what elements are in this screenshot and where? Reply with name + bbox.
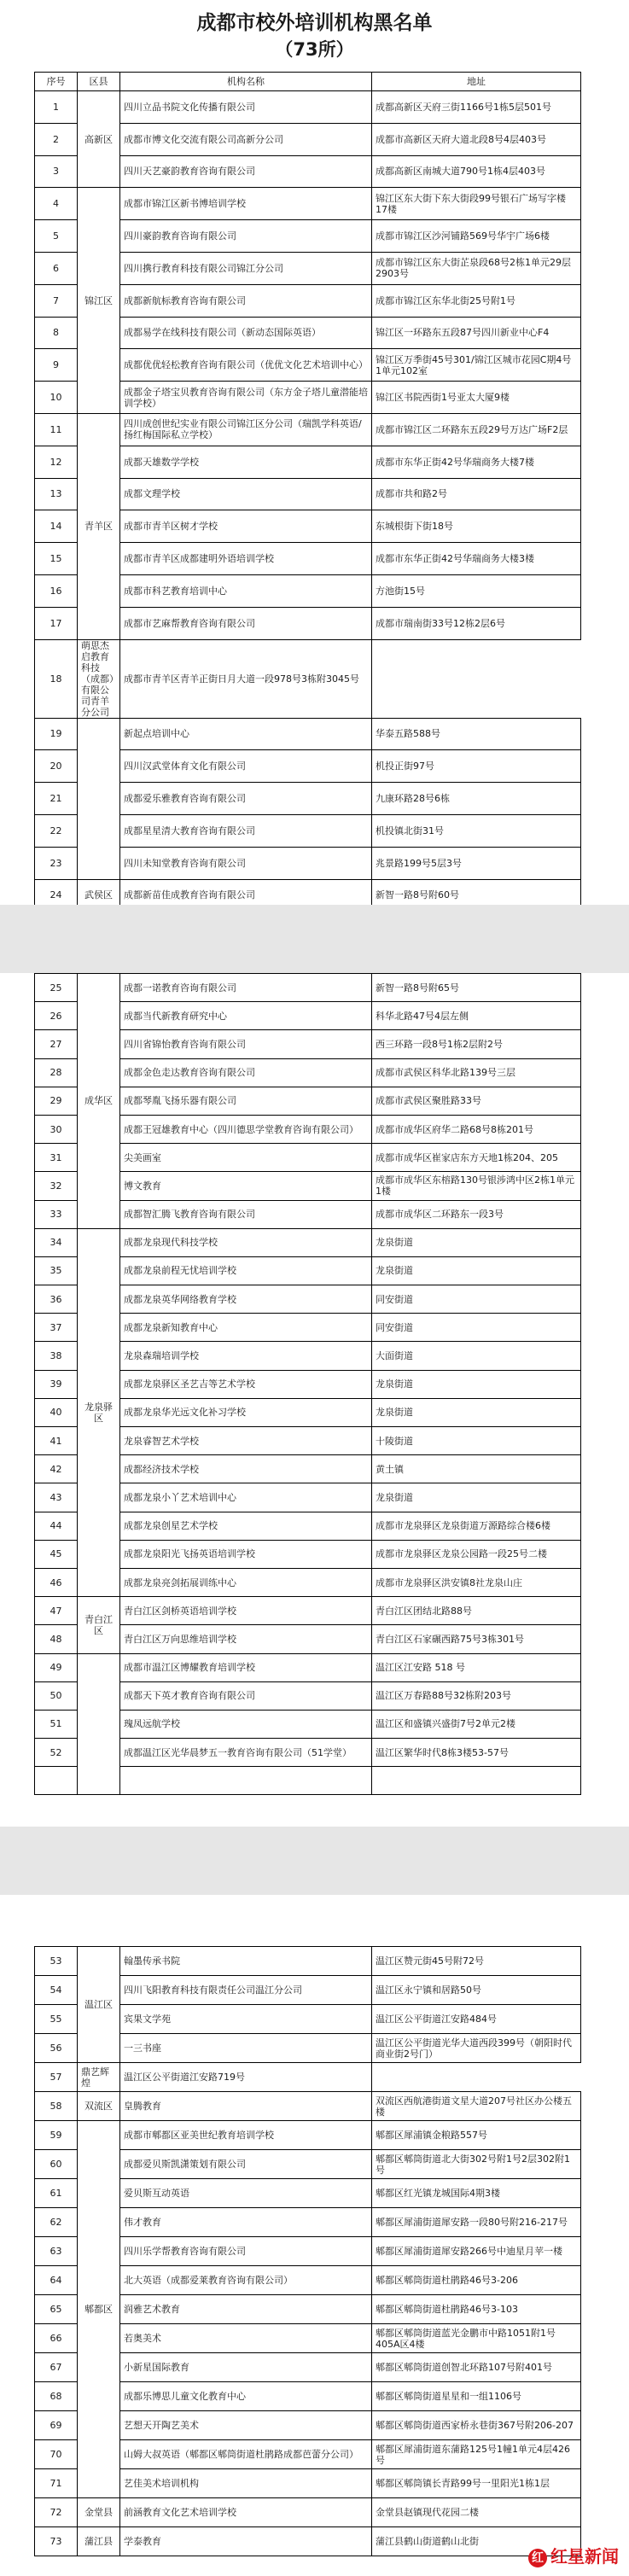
institution-name: 青白江区剑桥英语培训学校 bbox=[120, 1597, 372, 1625]
row-number: 41 bbox=[35, 1427, 78, 1455]
row-number: 13 bbox=[35, 478, 78, 510]
institution-name: 成都龙泉现代科技学校 bbox=[120, 1228, 372, 1256]
institution-address: 龙泉街道 bbox=[372, 1256, 581, 1285]
watermark-logo-icon: 红 bbox=[528, 2549, 547, 2567]
table-row bbox=[35, 91, 581, 124]
row-number: 57 bbox=[35, 2063, 78, 2092]
institution-name: 成都市青羊区树才学校 bbox=[120, 510, 372, 543]
institution-address: 大面街道 bbox=[372, 1342, 581, 1370]
institution-name: 艺想天开陶艺美术 bbox=[120, 2411, 372, 2440]
row-number: 73 bbox=[35, 2527, 78, 2556]
district-cell: 双流区 bbox=[78, 2092, 120, 2121]
row-number: 5 bbox=[35, 220, 78, 253]
institution-address: 机投正街97号 bbox=[372, 750, 581, 783]
institution-name: 龙泉森瑞培训学校 bbox=[120, 1342, 372, 1370]
row-number: 59 bbox=[35, 2121, 78, 2150]
institution-name: 成都市博文化交流有限公司高新分公司 bbox=[120, 123, 372, 155]
institution-name: 学泰教育 bbox=[120, 2527, 372, 2556]
institution-name: 瑰凤远航学校 bbox=[120, 1710, 372, 1738]
institution-address: 同安街道 bbox=[372, 1285, 581, 1314]
institution-name: 成都龙泉亮剑拓展训练中心 bbox=[120, 1568, 372, 1596]
institution-address: 温江区公平街道江安路484号 bbox=[372, 2005, 581, 2034]
district-cell: 温江区 bbox=[78, 1947, 120, 2063]
institution-name: 成都新航标教育咨询有限公司 bbox=[120, 284, 372, 317]
table-body bbox=[35, 1947, 581, 2556]
table-row bbox=[35, 2527, 581, 2556]
institution-address: 郫都区郫筒街道杜鹃路46号3-206 bbox=[372, 2266, 581, 2295]
institution-name: 成都龙泉小丫艺术培训中心 bbox=[120, 1483, 372, 1512]
row-number: 30 bbox=[35, 1115, 78, 1143]
row-number: 1 bbox=[35, 91, 78, 124]
institution-address: 金堂县赵镇现代花园二楼 bbox=[372, 2498, 581, 2527]
institution-name: 成都爱乐雅教育咨询有限公司 bbox=[120, 783, 372, 815]
row-number bbox=[35, 1767, 78, 1795]
institution-name: 龙泉睿智艺术学校 bbox=[120, 1427, 372, 1455]
institution-address: 郫都区红光镇龙城国际4期3楼 bbox=[372, 2179, 581, 2208]
institution-name: 成都琴胤飞扬乐器有限公司 bbox=[120, 1087, 372, 1115]
institution-name: 四川飞阳教育科技有限责任公司温江分公司 bbox=[120, 1976, 372, 2005]
institution-address: 温江区公平街道光华大道西段399号（朝阳时代商业街2号门） bbox=[372, 2034, 581, 2063]
institution-address: 郫都区郫筒街道杜鹃路46号3-103 bbox=[372, 2295, 581, 2324]
row-number: 48 bbox=[35, 1625, 78, 1653]
row-number: 43 bbox=[35, 1483, 78, 1512]
institution-name: 皇腾教育 bbox=[120, 2092, 372, 2121]
institution-address: 锦江区东大街下东大街段99号银石广场写字楼17楼 bbox=[372, 188, 581, 220]
row-number: 9 bbox=[35, 349, 78, 382]
institution-name: 四川携行教育科技有限公司锦江分公司 bbox=[120, 252, 372, 284]
institution-address: 西三环路一段8号1栋2层附2号 bbox=[372, 1030, 581, 1058]
row-number: 55 bbox=[35, 2005, 78, 2034]
institution-name: 成都市科艺教育培训中心 bbox=[120, 574, 372, 607]
district-cell: 高新区 bbox=[78, 91, 120, 188]
row-number: 8 bbox=[35, 317, 78, 349]
institution-address: 成都市青羊区青羊正街日月大道一段978号3栋附3045号 bbox=[120, 639, 372, 718]
page-1 bbox=[0, 0, 629, 905]
table-row bbox=[35, 2498, 581, 2527]
institution-name: 四川豪韵教育咨询有限公司 bbox=[120, 220, 372, 253]
blacklist-table-2 bbox=[34, 973, 581, 1795]
row-number: 7 bbox=[35, 284, 78, 317]
row-number: 67 bbox=[35, 2353, 78, 2382]
institution-address: 兆景路199号5层3号 bbox=[372, 847, 581, 879]
table-row bbox=[35, 1653, 581, 1681]
institution-name: 山姆大叔英语（郫都区郫筒街道杜鹃路成都芭蕾分公司） bbox=[120, 2440, 372, 2469]
institution-address: 锦江区万季街45号301/锦江区城市花园C期4号1单元102室 bbox=[372, 349, 581, 382]
institution-name: 成都天雄数学学校 bbox=[120, 446, 372, 478]
document-subtitle: （73所） bbox=[275, 39, 354, 60]
institution-address: 十陵街道 bbox=[372, 1427, 581, 1455]
institution-name: 成都星星清大教育咨询有限公司 bbox=[120, 814, 372, 847]
district-cell: 蒲江县 bbox=[78, 2527, 120, 2556]
institution-name: 前涵教育文化艺术培训学校 bbox=[120, 2498, 372, 2527]
district-cell bbox=[78, 1653, 120, 1795]
institution-address: 龙泉街道 bbox=[372, 1483, 581, 1512]
row-number: 19 bbox=[35, 718, 78, 750]
row-number: 72 bbox=[35, 2498, 78, 2527]
institution-address: 成都市武侯区聚胜路33号 bbox=[372, 1087, 581, 1115]
row-number: 70 bbox=[35, 2440, 78, 2469]
institution-name: 成都龙泉驿区圣艺吉等艺术学校 bbox=[120, 1370, 372, 1398]
institution-name: 润雅艺术教育 bbox=[120, 2295, 372, 2324]
row-number: 2 bbox=[35, 123, 78, 155]
institution-address: 青白江区石家碾西路75号3栋301号 bbox=[372, 1625, 581, 1653]
institution-address: 龙泉街道 bbox=[372, 1398, 581, 1426]
institution-address: 龙泉街道 bbox=[372, 1370, 581, 1398]
institution-name: 成都市温江区博耀教育培训学校 bbox=[120, 1653, 372, 1681]
institution-name: 成都文理学校 bbox=[120, 478, 372, 510]
institution-address: 温江区繁华时代8栋3楼53-57号 bbox=[372, 1739, 581, 1767]
institution-name: 成都爱贝斯凯潇策划有限公司 bbox=[120, 2150, 372, 2179]
row-number: 46 bbox=[35, 1568, 78, 1596]
institution-address: 成都市武侯区科华北路139号三层 bbox=[372, 1058, 581, 1087]
institution-address: 机投镇北街31号 bbox=[372, 814, 581, 847]
row-number: 58 bbox=[35, 2092, 78, 2121]
row-number: 15 bbox=[35, 543, 78, 575]
institution-address: 成都市共和路2号 bbox=[372, 478, 581, 510]
header-district: 区县 bbox=[78, 73, 120, 91]
institution-address: 郫都区郫筒镇长青路99号一里阳光1栋1层 bbox=[372, 2469, 581, 2498]
district-cell bbox=[78, 718, 120, 879]
table-row bbox=[35, 974, 581, 1002]
row-number: 56 bbox=[35, 2034, 78, 2063]
institution-name: 成都一诺教育咨询有限公司 bbox=[120, 974, 372, 1002]
row-number: 34 bbox=[35, 1228, 78, 1256]
institution-name: 成都市艺麻帮教育咨询有限公司 bbox=[120, 607, 372, 639]
row-number: 22 bbox=[35, 814, 78, 847]
institution-name: 成都当代新教育研究中心 bbox=[120, 1002, 372, 1030]
institution-address: 成都高新区南城大道790号1栋4层403号 bbox=[372, 155, 581, 188]
table-row bbox=[35, 718, 581, 750]
institution-address: 成都市锦江区二环路东五段29号万达广场F2层 bbox=[372, 413, 581, 446]
institution-name: 成都经济技术学校 bbox=[120, 1455, 372, 1483]
watermark-text: 红星新闻 bbox=[550, 2546, 619, 2567]
district-cell: 武侯区 bbox=[78, 879, 120, 912]
row-number: 27 bbox=[35, 1030, 78, 1058]
table-row bbox=[35, 2092, 581, 2121]
row-number: 6 bbox=[35, 252, 78, 284]
institution-name: 小新星国际教育 bbox=[120, 2353, 372, 2382]
district-cell: 龙泉驿区 bbox=[78, 1228, 120, 1596]
institution-address: 温江区和盛镇兴盛街7号2单元2楼 bbox=[372, 1710, 581, 1738]
institution-name: 爱贝斯互动英语 bbox=[120, 2179, 372, 2208]
row-number: 71 bbox=[35, 2469, 78, 2498]
row-number: 24 bbox=[35, 879, 78, 912]
institution-address: 郫都区郫筒街道蓝光金鹏市中路1051附1号405A区4楼 bbox=[372, 2324, 581, 2353]
table-row bbox=[35, 639, 581, 718]
institution-name: 鼎艺辉煌 bbox=[78, 2063, 120, 2092]
institution-address: 成都市锦江区沙河铺路569号华宇广场6楼 bbox=[372, 220, 581, 253]
institution-name: 成都新苗佳成教育咨询有限公司 bbox=[120, 879, 372, 912]
institution-name: 四川立品书院文化传播有限公司 bbox=[120, 91, 372, 124]
institution-address: 成都市龙泉驿区龙泉街道万源路综合楼6楼 bbox=[372, 1512, 581, 1540]
institution-name: 青白江区万向思维培训学校 bbox=[120, 1625, 372, 1653]
row-number: 29 bbox=[35, 1087, 78, 1115]
row-number: 68 bbox=[35, 2382, 78, 2411]
institution-address: 郫都区犀浦街道东蒲路125号1幢1单元4层426号 bbox=[372, 2440, 581, 2469]
row-number: 12 bbox=[35, 446, 78, 478]
institution-name: 成都龙泉创星艺术学校 bbox=[120, 1512, 372, 1540]
row-number: 11 bbox=[35, 413, 78, 446]
institution-address: 科华北路47号4层左侧 bbox=[372, 1002, 581, 1030]
header-address: 地址 bbox=[372, 73, 581, 91]
row-number: 42 bbox=[35, 1455, 78, 1483]
row-number: 10 bbox=[35, 382, 78, 414]
institution-address: 成都市成华区东榕路130号银涉鸿中区2栋1单元1楼 bbox=[372, 1172, 581, 1200]
row-number: 52 bbox=[35, 1739, 78, 1767]
header-name: 机构名称 bbox=[120, 73, 372, 91]
institution-address: 成都市锦江区东华北街25号附1号 bbox=[372, 284, 581, 317]
row-number: 37 bbox=[35, 1314, 78, 1342]
institution-address: 蒲江县鹤山街道鹤山北街 bbox=[372, 2527, 581, 2556]
district-cell: 锦江区 bbox=[78, 188, 120, 414]
district-cell: 青羊区 bbox=[78, 413, 120, 639]
document-title: 成都市校外培训机构黑名单 bbox=[196, 12, 433, 34]
header-no: 序号 bbox=[35, 73, 78, 91]
row-number: 16 bbox=[35, 574, 78, 607]
institution-address: 温江区永宁镇和居路50号 bbox=[372, 1976, 581, 2005]
table-body bbox=[35, 91, 581, 912]
row-number: 54 bbox=[35, 1976, 78, 2005]
row-number: 40 bbox=[35, 1398, 78, 1426]
institution-address: 郫都区郫筒街道星星和一组1106号 bbox=[372, 2382, 581, 2411]
institution-address: 温江区公平街道江安路719号 bbox=[120, 2063, 372, 2092]
row-number: 28 bbox=[35, 1058, 78, 1087]
institution-name: 翰墨传承书院 bbox=[120, 1947, 372, 1976]
institution-name: 宾果文学苑 bbox=[120, 2005, 372, 2034]
watermark bbox=[528, 2543, 619, 2567]
table-row bbox=[35, 188, 581, 220]
institution-address: 青白江区团结北路88号 bbox=[372, 1597, 581, 1625]
row-number: 26 bbox=[35, 1002, 78, 1030]
institution-name: 成都龙泉新知教育中心 bbox=[120, 1314, 372, 1342]
row-number: 44 bbox=[35, 1512, 78, 1540]
row-number: 65 bbox=[35, 2295, 78, 2324]
institution-name: 成都乐博思儿童文化教育中心 bbox=[120, 2382, 372, 2411]
institution-name: 博文教育 bbox=[120, 1172, 372, 1200]
table-row bbox=[35, 1597, 581, 1625]
row-number: 36 bbox=[35, 1285, 78, 1314]
institution-name: 成都龙泉前程无忧培训学校 bbox=[120, 1256, 372, 1285]
institution-name: 四川未知堂教育咨询有限公司 bbox=[120, 847, 372, 879]
institution-name: 萌思杰启教育科技（成都）有限公司青羊分公司 bbox=[78, 639, 120, 718]
institution-address: 成都市锦江区东大街芷泉段68号2栋1单元29层2903号 bbox=[372, 252, 581, 284]
institution-name: 艺佳美术培训机构 bbox=[120, 2469, 372, 2498]
row-number: 66 bbox=[35, 2324, 78, 2353]
institution-name: 四川乐学帮教育咨询有限公司 bbox=[120, 2237, 372, 2266]
row-number: 38 bbox=[35, 1342, 78, 1370]
institution-name: 成都金色走达教育咨询有限公司 bbox=[120, 1058, 372, 1087]
institution-name: 新起点培训中心 bbox=[120, 718, 372, 750]
institution-address: 成都市成华区崔家店东方天地1栋204、205 bbox=[372, 1144, 581, 1172]
row-number: 47 bbox=[35, 1597, 78, 1625]
institution-name: 若奥美术 bbox=[120, 2324, 372, 2353]
table-row bbox=[35, 1947, 581, 1976]
institution-address bbox=[372, 1767, 581, 1795]
row-number: 60 bbox=[35, 2150, 78, 2179]
row-number: 61 bbox=[35, 2179, 78, 2208]
institution-name: 北大英语（成都爱莱教育咨询有限公司） bbox=[120, 2266, 372, 2295]
blacklist-table-1 bbox=[34, 72, 581, 912]
row-number: 39 bbox=[35, 1370, 78, 1398]
institution-address: 成都市成华区府华二路68号8栋201号 bbox=[372, 1115, 581, 1143]
institution-address: 成都市成华区二环路东一段3号 bbox=[372, 1200, 581, 1228]
institution-name: 成都温江区光华晨梦五一教育咨询有限公司（51学堂） bbox=[120, 1739, 372, 1767]
row-number: 32 bbox=[35, 1172, 78, 1200]
institution-address: 郫都区犀浦街道犀安路一段80号附216-217号 bbox=[372, 2208, 581, 2237]
institution-address: 成都市龙泉驿区龙泉公园路一段25号二楼 bbox=[372, 1540, 581, 1568]
institution-address: 成都市东华正街42号华瑞商务大楼7楼 bbox=[372, 446, 581, 478]
row-number: 69 bbox=[35, 2411, 78, 2440]
row-number: 50 bbox=[35, 1681, 78, 1710]
institution-address: 成都高新区天府三街1166号1栋5层501号 bbox=[372, 91, 581, 124]
institution-name: 成都市郫都区亚美世纪教育培训学校 bbox=[120, 2121, 372, 2150]
row-number: 21 bbox=[35, 783, 78, 815]
institution-name: 成都天下英才教育咨询有限公司 bbox=[120, 1681, 372, 1710]
page-3 bbox=[0, 1895, 629, 2576]
institution-name: 成都金子塔宝贝教育咨询有限公司（东方金子塔儿童潜能培训学校） bbox=[120, 382, 372, 414]
institution-name: 成都王冠雄教育中心（四川德思学堂教育咨询有限公司） bbox=[120, 1115, 372, 1143]
institution-address: 成都市瑞南街33号12栋2层6号 bbox=[372, 607, 581, 639]
institution-name bbox=[120, 1767, 372, 1795]
institution-name: 成都龙泉英华网络教育学校 bbox=[120, 1285, 372, 1314]
page-2 bbox=[0, 973, 629, 1827]
district-cell: 成华区 bbox=[78, 974, 120, 1229]
row-number: 62 bbox=[35, 2208, 78, 2237]
institution-name: 成都龙泉华光远文化补习学校 bbox=[120, 1398, 372, 1426]
institution-name: 尖美画室 bbox=[120, 1144, 372, 1172]
table-body bbox=[35, 974, 581, 1795]
institution-address: 郫都区郫筒街道西家桥永巷街367号附206-207 bbox=[372, 2411, 581, 2440]
institution-name: 成都市青羊区成都建明外语培训学校 bbox=[120, 543, 372, 575]
row-number: 33 bbox=[35, 1200, 78, 1228]
institution-address: 方池街15号 bbox=[372, 574, 581, 607]
institution-name: 四川天艺豪韵教育咨询有限公司 bbox=[120, 155, 372, 188]
table-row bbox=[35, 1228, 581, 1256]
institution-address: 龙泉街道 bbox=[372, 1228, 581, 1256]
institution-address: 温江区赞元街45号附72号 bbox=[372, 1947, 581, 1976]
institution-name: 四川省锦怡教育咨询有限公司 bbox=[120, 1030, 372, 1058]
institution-address: 新智一路8号附65号 bbox=[372, 974, 581, 1002]
table-row bbox=[35, 413, 581, 446]
blacklist-table-3 bbox=[34, 1946, 581, 2556]
institution-name: 四川汉武堂体育文化有限公司 bbox=[120, 750, 372, 783]
row-number: 20 bbox=[35, 750, 78, 783]
institution-address: 东城根街下街18号 bbox=[372, 510, 581, 543]
row-number: 53 bbox=[35, 1947, 78, 1976]
institution-address: 温江区万春路88号32栋附203号 bbox=[372, 1681, 581, 1710]
district-cell: 青白江区 bbox=[78, 1597, 120, 1653]
institution-address: 郫都区郫筒街道北大街302号附1号2层302附1号 bbox=[372, 2150, 581, 2179]
institution-address: 成都市龙泉驿区洪安镇8社龙泉山庄 bbox=[372, 1568, 581, 1596]
row-number: 14 bbox=[35, 510, 78, 543]
table-header-row bbox=[35, 73, 581, 91]
row-number: 18 bbox=[35, 639, 78, 718]
institution-address: 新智一路8号附60号 bbox=[372, 879, 581, 912]
institution-address: 郫都区郫筒街道创智北环路107号附401号 bbox=[372, 2353, 581, 2382]
page-separator bbox=[0, 1827, 629, 1895]
row-number: 51 bbox=[35, 1710, 78, 1738]
institution-address: 华泰五路588号 bbox=[372, 718, 581, 750]
institution-name: 成都龙泉阳光飞扬英语培训学校 bbox=[120, 1540, 372, 1568]
table-row bbox=[35, 2063, 581, 2092]
institution-name: 一三书座 bbox=[120, 2034, 372, 2063]
row-number: 23 bbox=[35, 847, 78, 879]
institution-address: 黄土镇 bbox=[372, 1455, 581, 1483]
institution-address: 成都市高新区天府大道北段8号4层403号 bbox=[372, 123, 581, 155]
row-number: 31 bbox=[35, 1144, 78, 1172]
institution-name: 成都优优轻松教育咨询有限公司（优优文化艺术培训中心） bbox=[120, 349, 372, 382]
institution-name: 四川成创世纪实业有限公司锦江区分公司（瑞凯学科英语/扬红梅国际私立学校） bbox=[120, 413, 372, 446]
institution-address: 郫都区犀浦镇金粮路557号 bbox=[372, 2121, 581, 2150]
row-number: 49 bbox=[35, 1653, 78, 1681]
institution-address: 同安街道 bbox=[372, 1314, 581, 1342]
institution-address: 锦江区书院西街1号亚太大厦9楼 bbox=[372, 382, 581, 414]
row-number: 3 bbox=[35, 155, 78, 188]
institution-address: 锦江区一环路东五段87号四川新业中心F4 bbox=[372, 317, 581, 349]
district-cell: 金堂县 bbox=[78, 2498, 120, 2527]
district-cell: 郫都区 bbox=[78, 2121, 120, 2498]
institution-address: 郫都区犀浦街道犀安路266号中迪星月苹一楼 bbox=[372, 2237, 581, 2266]
row-number: 45 bbox=[35, 1540, 78, 1568]
institution-name: 成都智汇腾飞教育咨询有限公司 bbox=[120, 1200, 372, 1228]
table-row bbox=[35, 2121, 581, 2150]
institution-address: 成都市东华正街42号华瑞商务大楼3楼 bbox=[372, 543, 581, 575]
row-number: 25 bbox=[35, 974, 78, 1002]
row-number: 35 bbox=[35, 1256, 78, 1285]
institution-address: 温江区江安路 518 号 bbox=[372, 1653, 581, 1681]
institution-address: 九康环路28号6栋 bbox=[372, 783, 581, 815]
row-number: 64 bbox=[35, 2266, 78, 2295]
institution-name: 伟才教育 bbox=[120, 2208, 372, 2237]
institution-address: 双流区西航港街道文星大道207号社区办公楼五楼 bbox=[372, 2092, 581, 2121]
row-number: 4 bbox=[35, 188, 78, 220]
row-number: 17 bbox=[35, 607, 78, 639]
institution-name: 成都市锦江区新书博培训学校 bbox=[120, 188, 372, 220]
row-number: 63 bbox=[35, 2237, 78, 2266]
institution-name: 成都易学在线科技有限公司（新动态国际英语） bbox=[120, 317, 372, 349]
page-separator bbox=[0, 905, 629, 973]
